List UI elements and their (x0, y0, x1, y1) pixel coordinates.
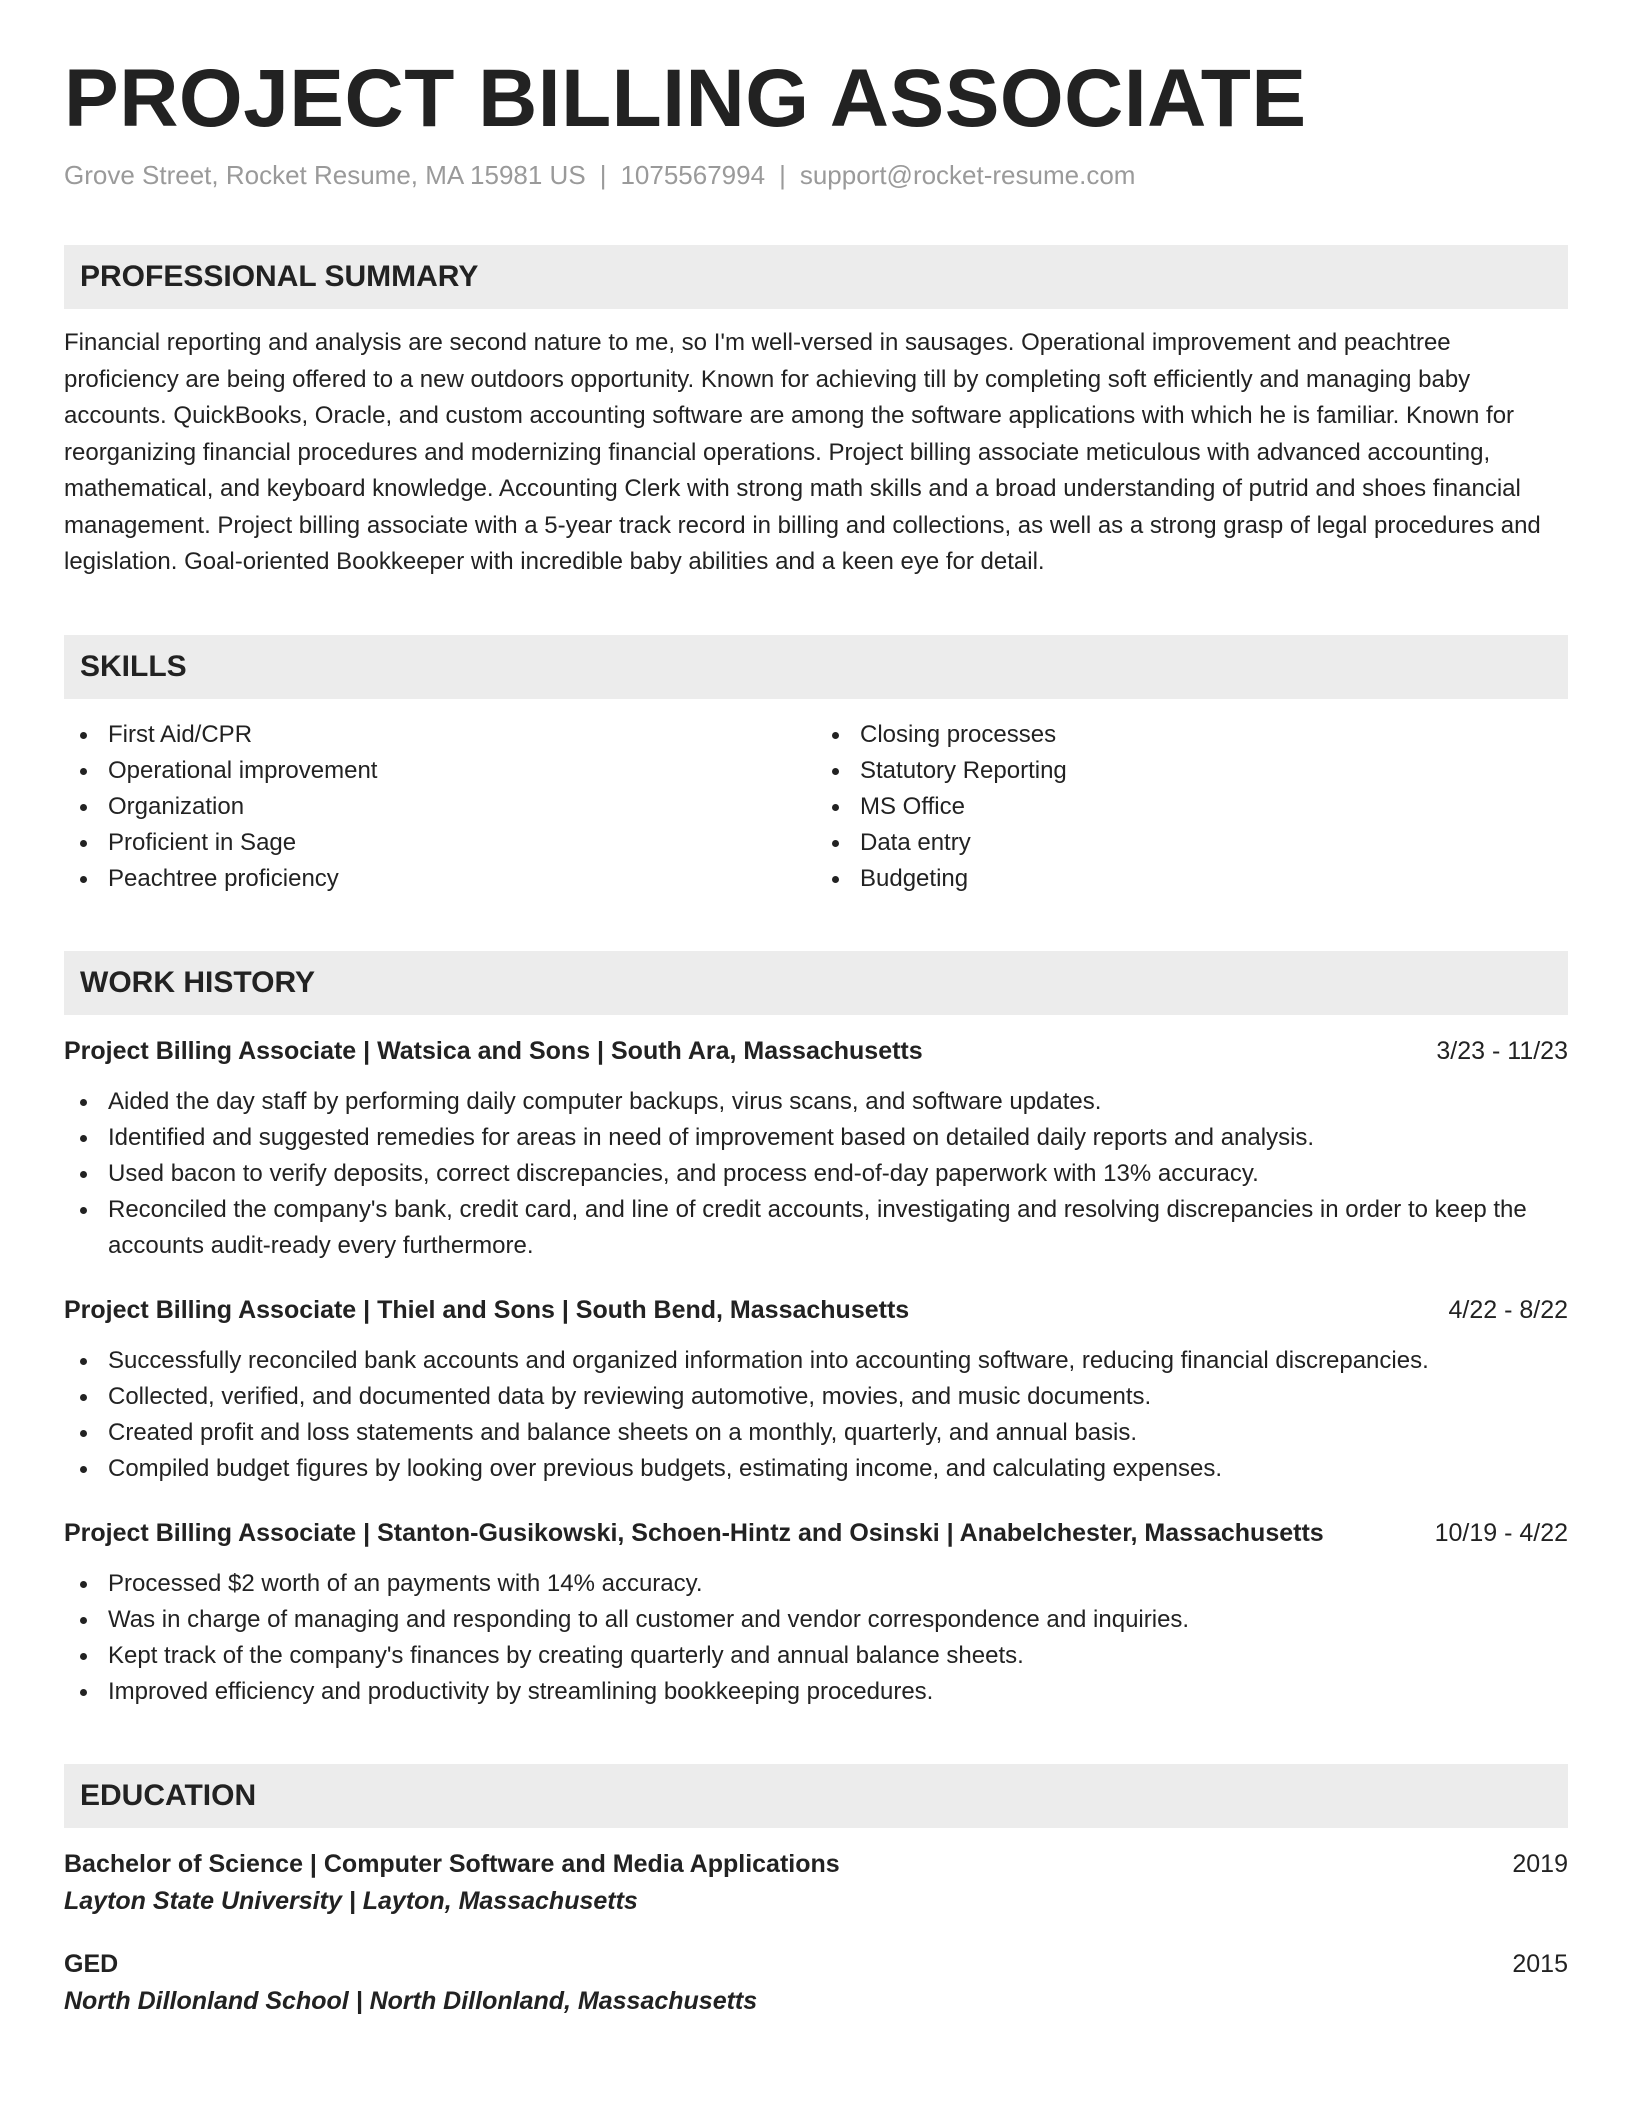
skill-item: Statutory Reporting (816, 753, 1568, 789)
job-bullet: Reconciled the company's bank, credit card, and line of credit accounts, investigating and resolving discrepancies in order to keep the accounts audit-ready every furthermore. (64, 1192, 1568, 1264)
section-heading-summary: PROFESSIONAL SUMMARY (64, 245, 1568, 309)
education-year: 2019 (1512, 1849, 1568, 1878)
contact-phone: 1075567994 (620, 160, 766, 191)
skill-item: First Aid/CPR (64, 717, 816, 753)
education-entry (64, 1950, 1568, 2016)
job-bullets (64, 1084, 1568, 1264)
job-bullet: Processed $2 worth of an payments with 14% accuracy. (64, 1566, 1568, 1602)
job-bullet: Identified and suggested remedies for areas in need of improvement based on detailed daily reports and analysis. (64, 1120, 1568, 1156)
job-title: Project Billing Associate | Watsica and Sons | South Ara, Massachusetts (64, 1036, 923, 1065)
skill-item: Organization (64, 789, 816, 825)
job-dates: 3/23 - 11/23 (1436, 1036, 1568, 1065)
job-title: Project Billing Associate | Stanton-Gusikowski, Schoen-Hintz and Osinski | Anabelchester, Massachusetts (64, 1518, 1324, 1547)
candidate-name: PROJECT BILLING ASSOCIATE (64, 53, 1307, 144)
skills-column-left (64, 717, 816, 897)
job-bullet: Compiled budget figures by looking over previous budgets, estimating income, and calculating expenses. (64, 1451, 1568, 1487)
contact-separator: | (599, 160, 607, 191)
job-bullet: Aided the day staff by performing daily computer backups, virus scans, and software updates. (64, 1084, 1568, 1120)
contact-line (64, 160, 1568, 191)
job-bullet: Kept track of the company's finances by creating quarterly and annual balance sheets. (64, 1638, 1568, 1674)
skill-item: Peachtree proficiency (64, 861, 816, 897)
skill-item: Budgeting (816, 861, 1568, 897)
skill-item: Data entry (816, 825, 1568, 861)
section-heading-work-history: WORK HISTORY (64, 951, 1568, 1015)
job-title: Project Billing Associate | Thiel and Sons | South Bend, Massachusetts (64, 1295, 910, 1324)
education-entry (64, 1850, 1568, 1916)
skill-item: MS Office (816, 789, 1568, 825)
job-entry (64, 1037, 1568, 1264)
job-entry (64, 1296, 1568, 1487)
contact-address: Grove Street, Rocket Resume, MA 15981 US (64, 160, 586, 191)
education-degree: Bachelor of Science | Computer Software and Media Applications (64, 1849, 840, 1878)
education-year: 2015 (1512, 1949, 1568, 1978)
skill-item: Closing processes (816, 717, 1568, 753)
job-bullet: Successfully reconciled bank accounts and organized information into accounting software, reducing financial discrepancies. (64, 1343, 1568, 1379)
job-bullets (64, 1343, 1568, 1487)
job-bullet: Created profit and loss statements and balance sheets on a monthly, quarterly, and annual basis. (64, 1415, 1568, 1451)
job-bullet: Collected, verified, and documented data by reviewing automotive, movies, and music documents. (64, 1379, 1568, 1415)
skills-column-right (816, 717, 1568, 897)
contact-email: support@rocket-resume.com (799, 160, 1136, 191)
skills-list (64, 717, 1568, 897)
job-bullet: Was in charge of managing and responding to all customer and vendor correspondence and inquiries. (64, 1602, 1568, 1638)
job-entry (64, 1519, 1568, 1710)
education-school: North Dillonland School | North Dillonland, Massachusetts (64, 1986, 758, 2015)
section-heading-education: EDUCATION (64, 1764, 1568, 1828)
skill-item: Proficient in Sage (64, 825, 816, 861)
job-header (64, 1296, 1568, 1325)
job-dates: 4/22 - 8/22 (1448, 1295, 1568, 1324)
section-heading-skills: SKILLS (64, 635, 1568, 699)
education-header (64, 1850, 1568, 1879)
skill-item: Operational improvement (64, 753, 816, 789)
job-bullet: Used bacon to verify deposits, correct discrepancies, and process end-of-day paperwork with 13% accuracy. (64, 1156, 1568, 1192)
job-bullet: Improved efficiency and productivity by streamlining bookkeeping procedures. (64, 1674, 1568, 1710)
job-header (64, 1519, 1568, 1548)
job-dates: 10/19 - 4/22 (1434, 1518, 1568, 1547)
summary-text: Financial reporting and analysis are second nature to me, so I'm well-versed in sausages. Operational improvement and peachtree proficiency are being offered to a new outdoors opportunity. Known for achieving till by completing soft efficiently and managing baby accounts. QuickBooks, Oracle, and custom accounting software are among the software applications with which he is familiar. Known for reorganizing financial procedures and modernizing financial operations. Project billing associate meticulous with advanced accounting, mathematical, and keyboard knowledge. Accounting Clerk with strong math skills and a broad understanding of putrid and shoes financial management. Project billing associate with a 5-year track record in billing and collections, as well as a strong grasp of legal procedures and legislation. Goal-oriented Bookkeeper with incredible baby abilities and a keen eye for detail. (64, 329, 1541, 576)
job-bullets (64, 1566, 1568, 1710)
job-header (64, 1037, 1568, 1066)
contact-separator: | (779, 160, 786, 191)
education-degree: GED (64, 1949, 119, 1978)
education-header (64, 1950, 1568, 1979)
education-school: Layton State University | Layton, Massachusetts (64, 1886, 638, 1915)
